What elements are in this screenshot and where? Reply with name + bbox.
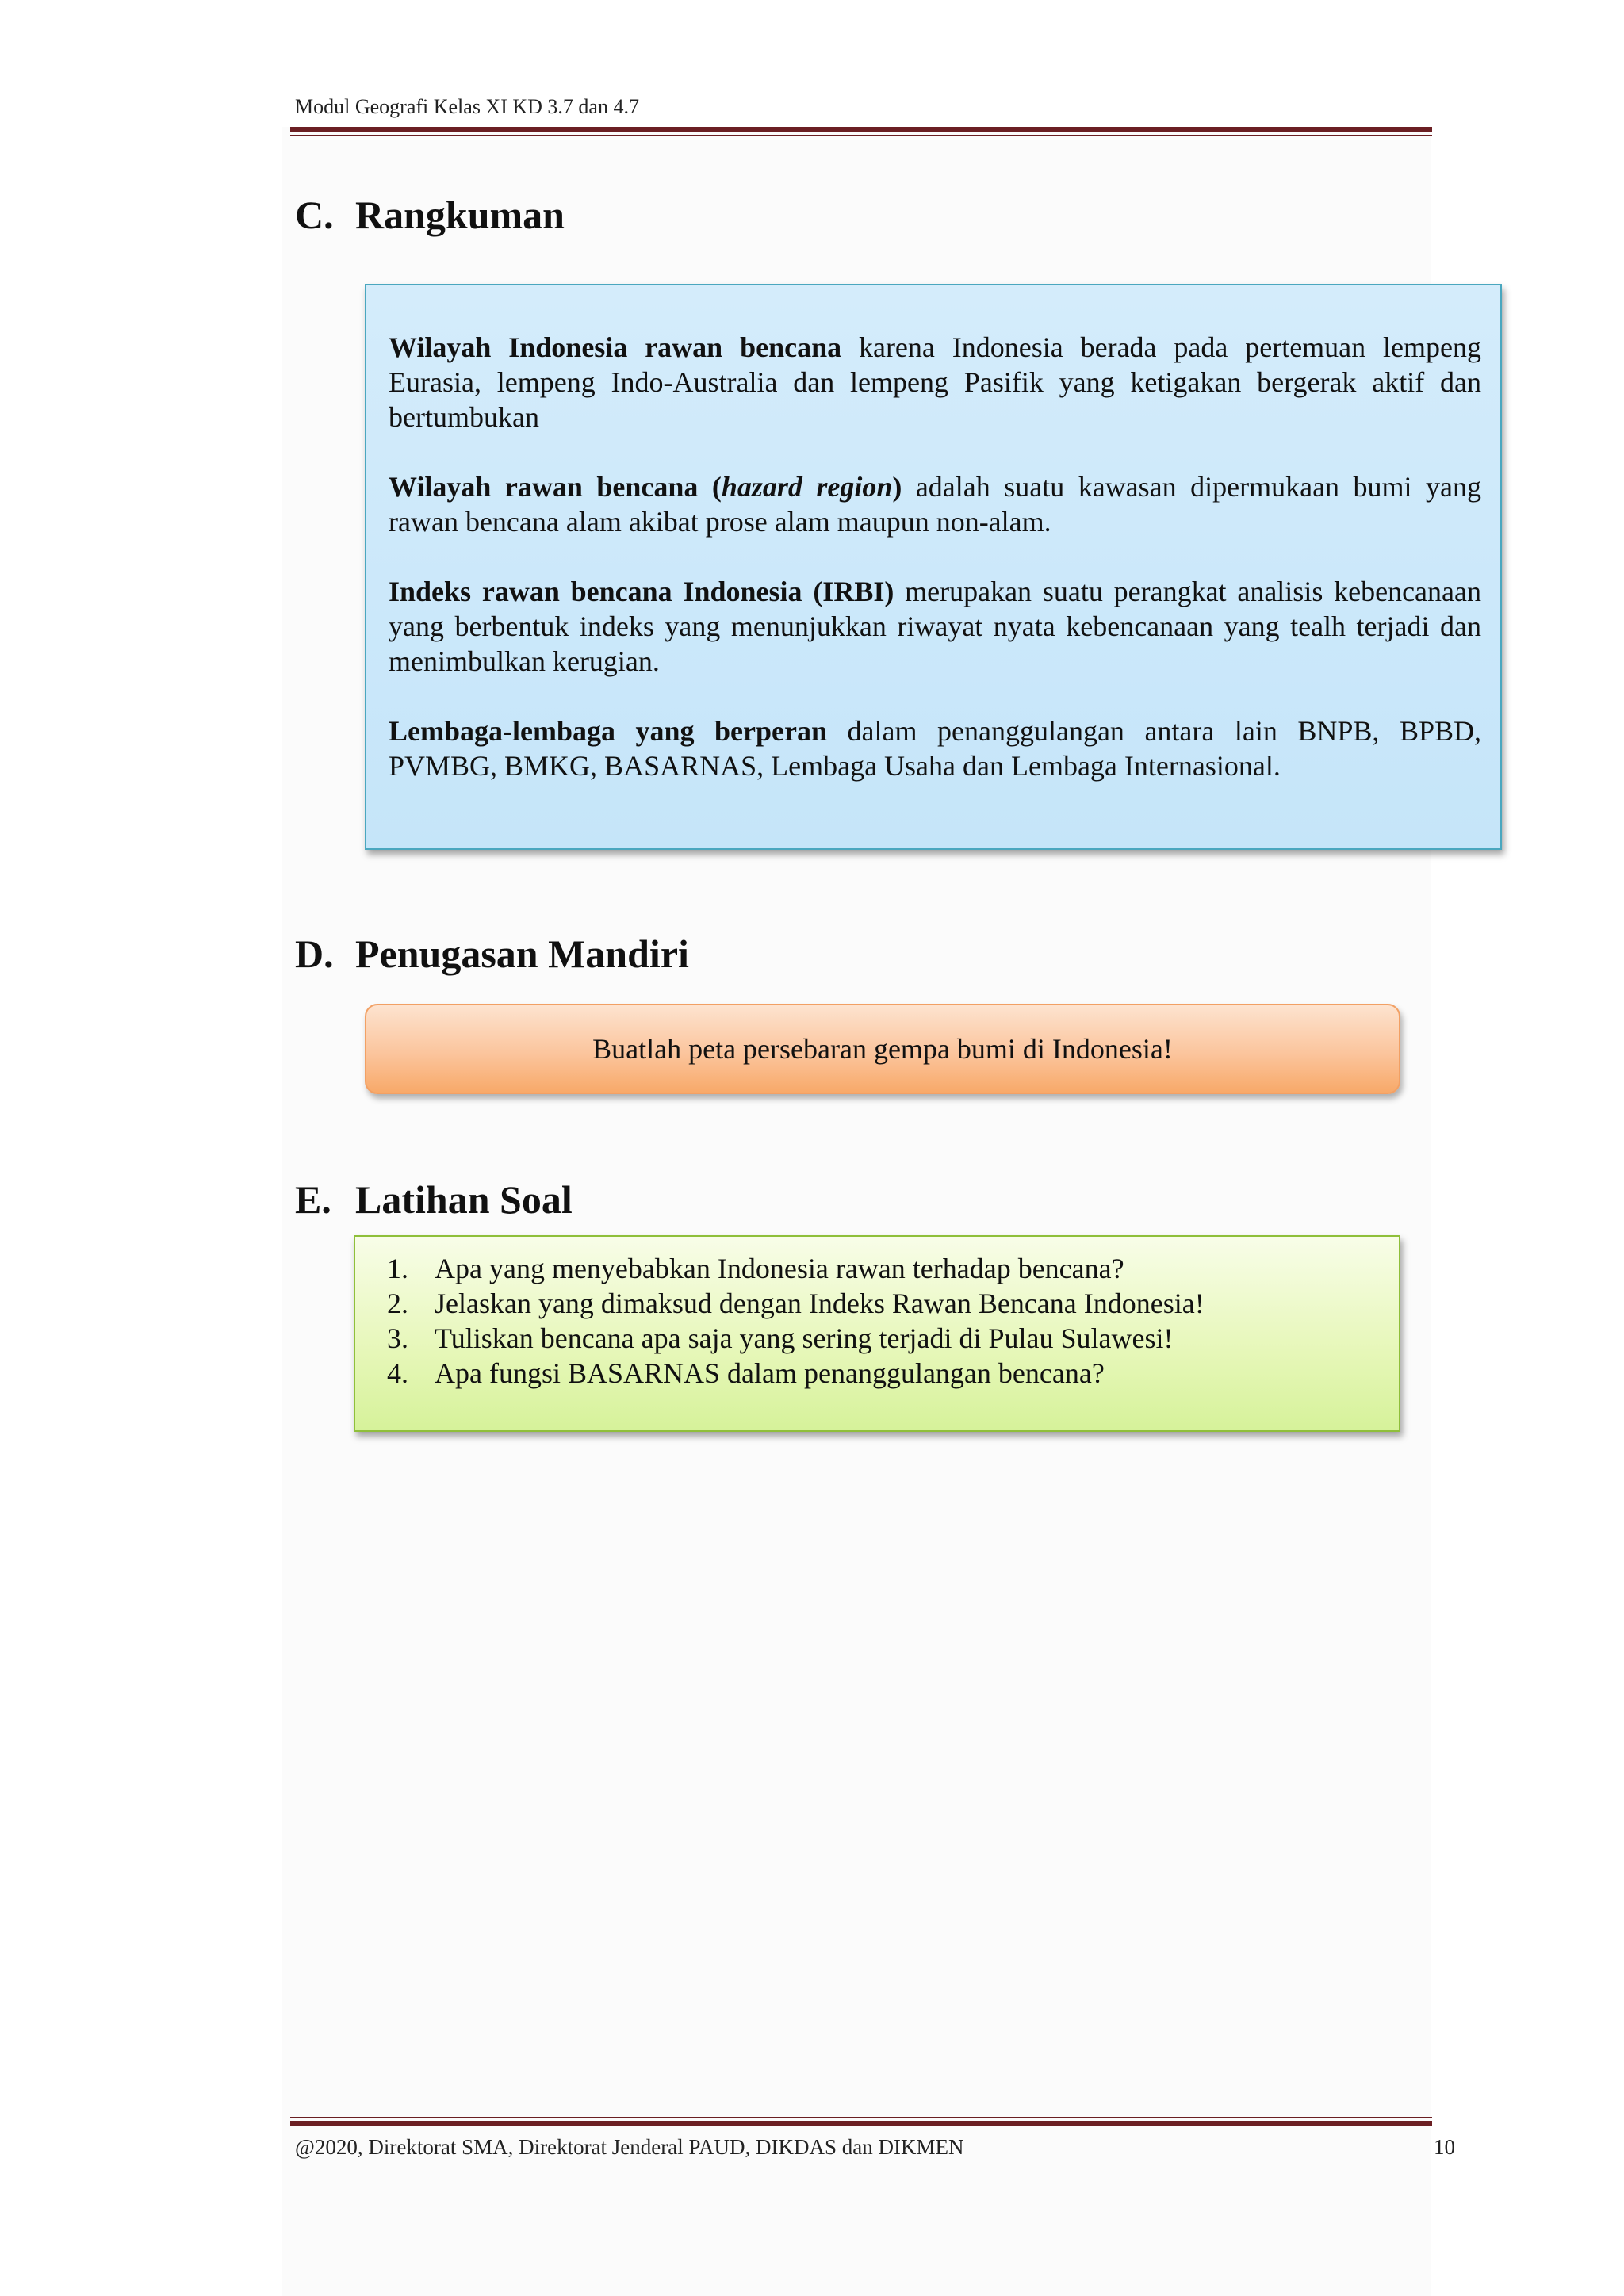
summary-paragraph-1-body: karena Indonesia berada pada pertemuan lempeng Eurasia, lempeng Indo-Australia dan lempeng Pasifik yang ketigakan bergerak aktif dan bertumbukan bbox=[389, 331, 1481, 433]
quiz-text: Jelaskan yang dimaksud dengan Indeks Rawan Bencana Indonesia! bbox=[435, 1288, 1205, 1319]
quiz-question-1 bbox=[387, 1251, 1399, 1286]
footer-rule-thin bbox=[290, 2117, 1432, 2118]
section-e-title: Latihan Soal bbox=[355, 1177, 573, 1222]
summary-paragraph-4-body: dalam penanggulangan antara lain BNPB, BPBD, PVMBG, BMKG, BASARNAS, Lembaga Usaha dan Lembaga Internasional. bbox=[389, 715, 1481, 782]
header-rule-thick bbox=[290, 127, 1432, 132]
quiz-question-4 bbox=[387, 1356, 1399, 1391]
task-text: Buatlah peta persebaran gempa bumi di Indonesia! bbox=[592, 1033, 1173, 1065]
section-e-letter: E. bbox=[295, 1177, 331, 1222]
summary-paragraph-4-lead: Lembaga-lembaga yang berperan bbox=[389, 715, 828, 747]
summary-paragraph-2-body: adalah suatu kawasan dipermukaan bumi yang rawan bencana alam akibat prose alam maupun non-alam. bbox=[389, 471, 1481, 538]
quiz-question-3 bbox=[387, 1321, 1399, 1356]
section-c-title: Rangkuman bbox=[355, 193, 565, 237]
summary-paragraph-3-body: merupakan suatu perangkat analisis kebencanaan yang berbentuk indeks yang menunjukkan riwayat nyata kebencanaan yang tealh terjadi dan menimbulkan kerugian. bbox=[389, 576, 1481, 677]
summary-paragraph-2-term: hazard region bbox=[721, 471, 893, 503]
summary-paragraph-2-lead-post: ) bbox=[892, 471, 902, 503]
quiz-number: 4. bbox=[387, 1357, 408, 1389]
quiz-number: 1. bbox=[387, 1253, 408, 1284]
summary-paragraph-4 bbox=[389, 714, 1481, 783]
summary-paragraph-1-lead: Wilayah Indonesia rawan bencana bbox=[389, 331, 842, 363]
section-c-letter: C. bbox=[295, 193, 334, 237]
summary-paragraph-2 bbox=[389, 469, 1481, 539]
summary-paragraph-3-lead: Indeks rawan bencana Indonesia (IRBI) bbox=[389, 576, 894, 607]
summary-paragraph-2-lead bbox=[389, 471, 902, 503]
section-d-letter: D. bbox=[295, 932, 334, 976]
summary-paragraph-1 bbox=[389, 330, 1481, 434]
task-box bbox=[365, 1004, 1400, 1094]
section-d-heading bbox=[295, 931, 689, 977]
summary-paragraph-2-lead-pre: Wilayah rawan bencana ( bbox=[389, 471, 722, 503]
section-c-heading bbox=[295, 192, 565, 238]
quiz-text: Apa fungsi BASARNAS dalam penanggulangan bencana? bbox=[435, 1357, 1105, 1389]
section-d-title: Penugasan Mandiri bbox=[355, 932, 689, 976]
quiz-question-2 bbox=[387, 1286, 1399, 1321]
page-number: 10 bbox=[1434, 2135, 1455, 2159]
quiz-number: 3. bbox=[387, 1322, 408, 1354]
footer-rule-thick bbox=[290, 2121, 1432, 2126]
footer-copyright: @2020, Direktorat SMA, Direktorat Jenderal PAUD, DIKDAS dan DIKMEN bbox=[295, 2135, 964, 2159]
quiz-number: 2. bbox=[387, 1288, 408, 1319]
section-e-heading bbox=[295, 1177, 573, 1223]
quiz-box bbox=[354, 1235, 1400, 1432]
summary-paragraph-3 bbox=[389, 574, 1481, 679]
quiz-text: Apa yang menyebabkan Indonesia rawan terhadap bencana? bbox=[435, 1253, 1124, 1284]
quiz-text: Tuliskan bencana apa saja yang sering terjadi di Pulau Sulawesi! bbox=[435, 1322, 1174, 1354]
header-rule-thin bbox=[290, 135, 1432, 136]
summary-box bbox=[365, 284, 1502, 850]
running-header: Modul Geografi Kelas XI KD 3.7 dan 4.7 bbox=[295, 95, 639, 118]
